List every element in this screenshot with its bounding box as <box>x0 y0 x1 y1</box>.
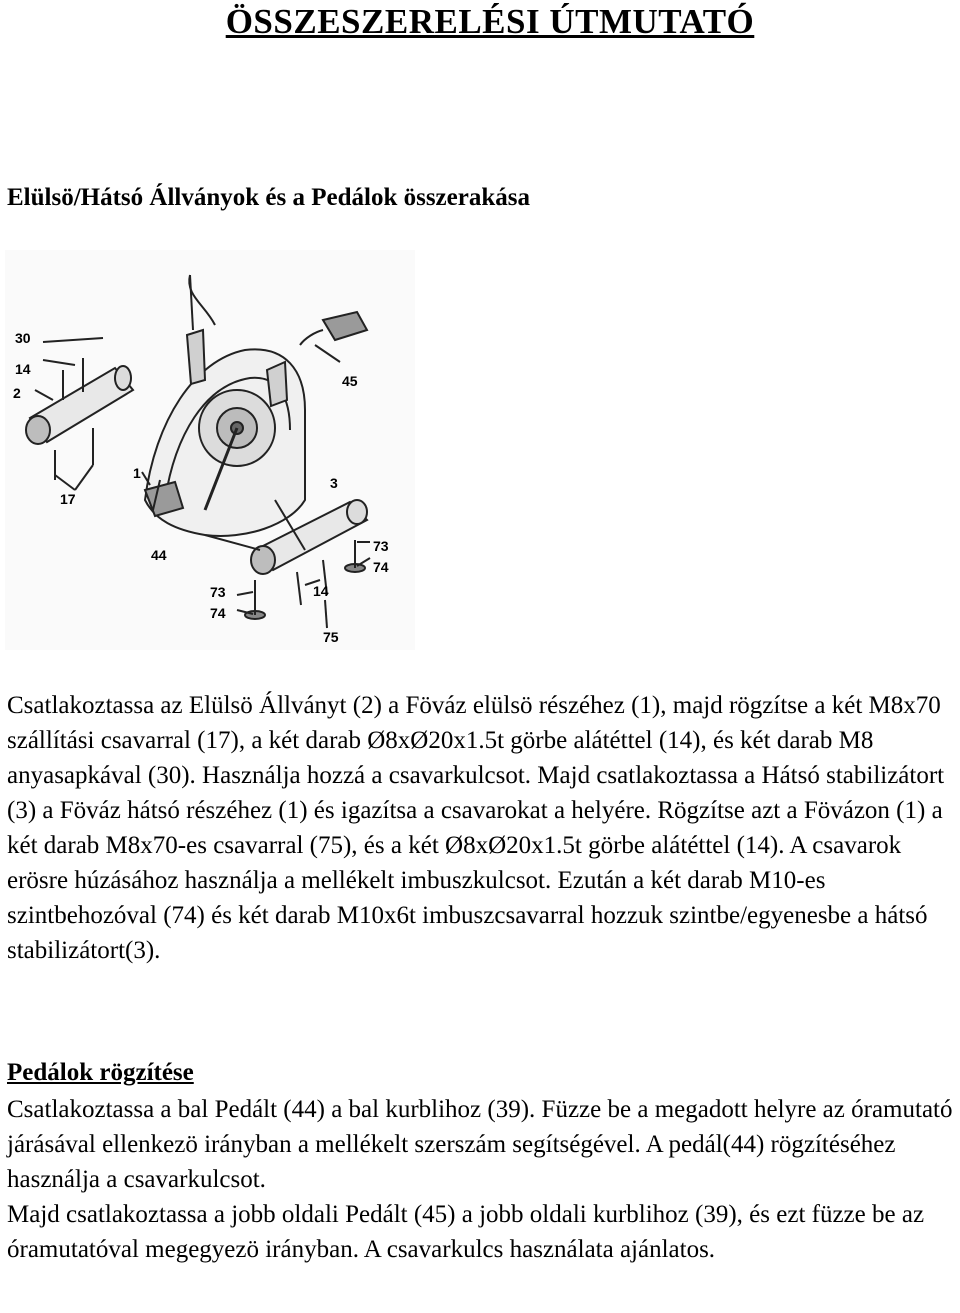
callout-73-right: 73 <box>373 538 389 554</box>
callout-30: 30 <box>15 330 31 346</box>
callout-75: 75 <box>323 629 339 645</box>
callout-14-front: 14 <box>15 361 31 377</box>
callout-2: 2 <box>13 385 21 401</box>
assembly-drawing <box>5 250 415 650</box>
callout-1: 1 <box>133 465 141 481</box>
callout-3: 3 <box>330 475 338 491</box>
page-title: ÖSSZESZERELÉSI ÚTMUTATÓ <box>225 2 755 41</box>
callout-44: 44 <box>151 547 167 563</box>
callout-17: 17 <box>60 491 76 507</box>
section-heading-pedals: Pedálok rögzítése <box>7 1059 194 1086</box>
pedal-instructions-right: Majd csatlakoztassa a jobb oldali Pedált (45) a jobb oldali kurblihoz (39), és ezt füzze be az óramutatóval megegyezö irányban. A csavarkulcs használata ajánlatos. <box>7 1201 925 1263</box>
pedal-instructions-left: Csatlakoztassa a bal Pedált (44) a bal kurblihoz (39). Füzze be a megadott helyre az óramutató járásával ellenkezö irányban a mellékelt szerszám segítségével. A pedál(44) rögzítéséhez használja a csavarkulcsot. <box>7 1096 953 1193</box>
callout-74-left: 74 <box>210 605 226 621</box>
section-subtitle: Elülsö/Hátsó Állványok és a Pedálok összerakása <box>7 184 530 211</box>
callout-45: 45 <box>342 373 358 389</box>
instructions-paragraph-stands: Csatlakoztassa az Elülsö Állványt (2) a Föváz elülsö részéhez (1), majd rögzítse a két M8x70 szállítási csavarral (17), a két darab Ø8xØ20x1.5t görbe alátéttel (14), és két darab M8 anyasapkával (30). Használja hozzá a csavarkulcsot. Majd csatlakoztassa a Hátsó stabilizátort (3) a Föváz hátsó részéhez (1) és igazítsa a csavarokat a helyére. Rögzítse azt a Fövázon (1) a két darab M8x70-es csavarral (75), és a két Ø8xØ20x1.5t görbe alátéttel (14). A csavarok erösre húzásához használja a mellékelt imbuszkulcsot. Ezután a két darab M10-es szintbehozóval (74) és két darab M10x6t imbuszcsavarral hozzuk szintbe/egyenesbe a hátsó stabilizátort(3). <box>7 692 945 964</box>
assembly-diagram <box>5 250 415 650</box>
callout-74-right: 74 <box>373 559 389 575</box>
callout-14-rear: 14 <box>313 583 329 599</box>
instructions-paragraph-pedals <box>7 1092 957 1267</box>
callout-73-left: 73 <box>210 584 226 600</box>
